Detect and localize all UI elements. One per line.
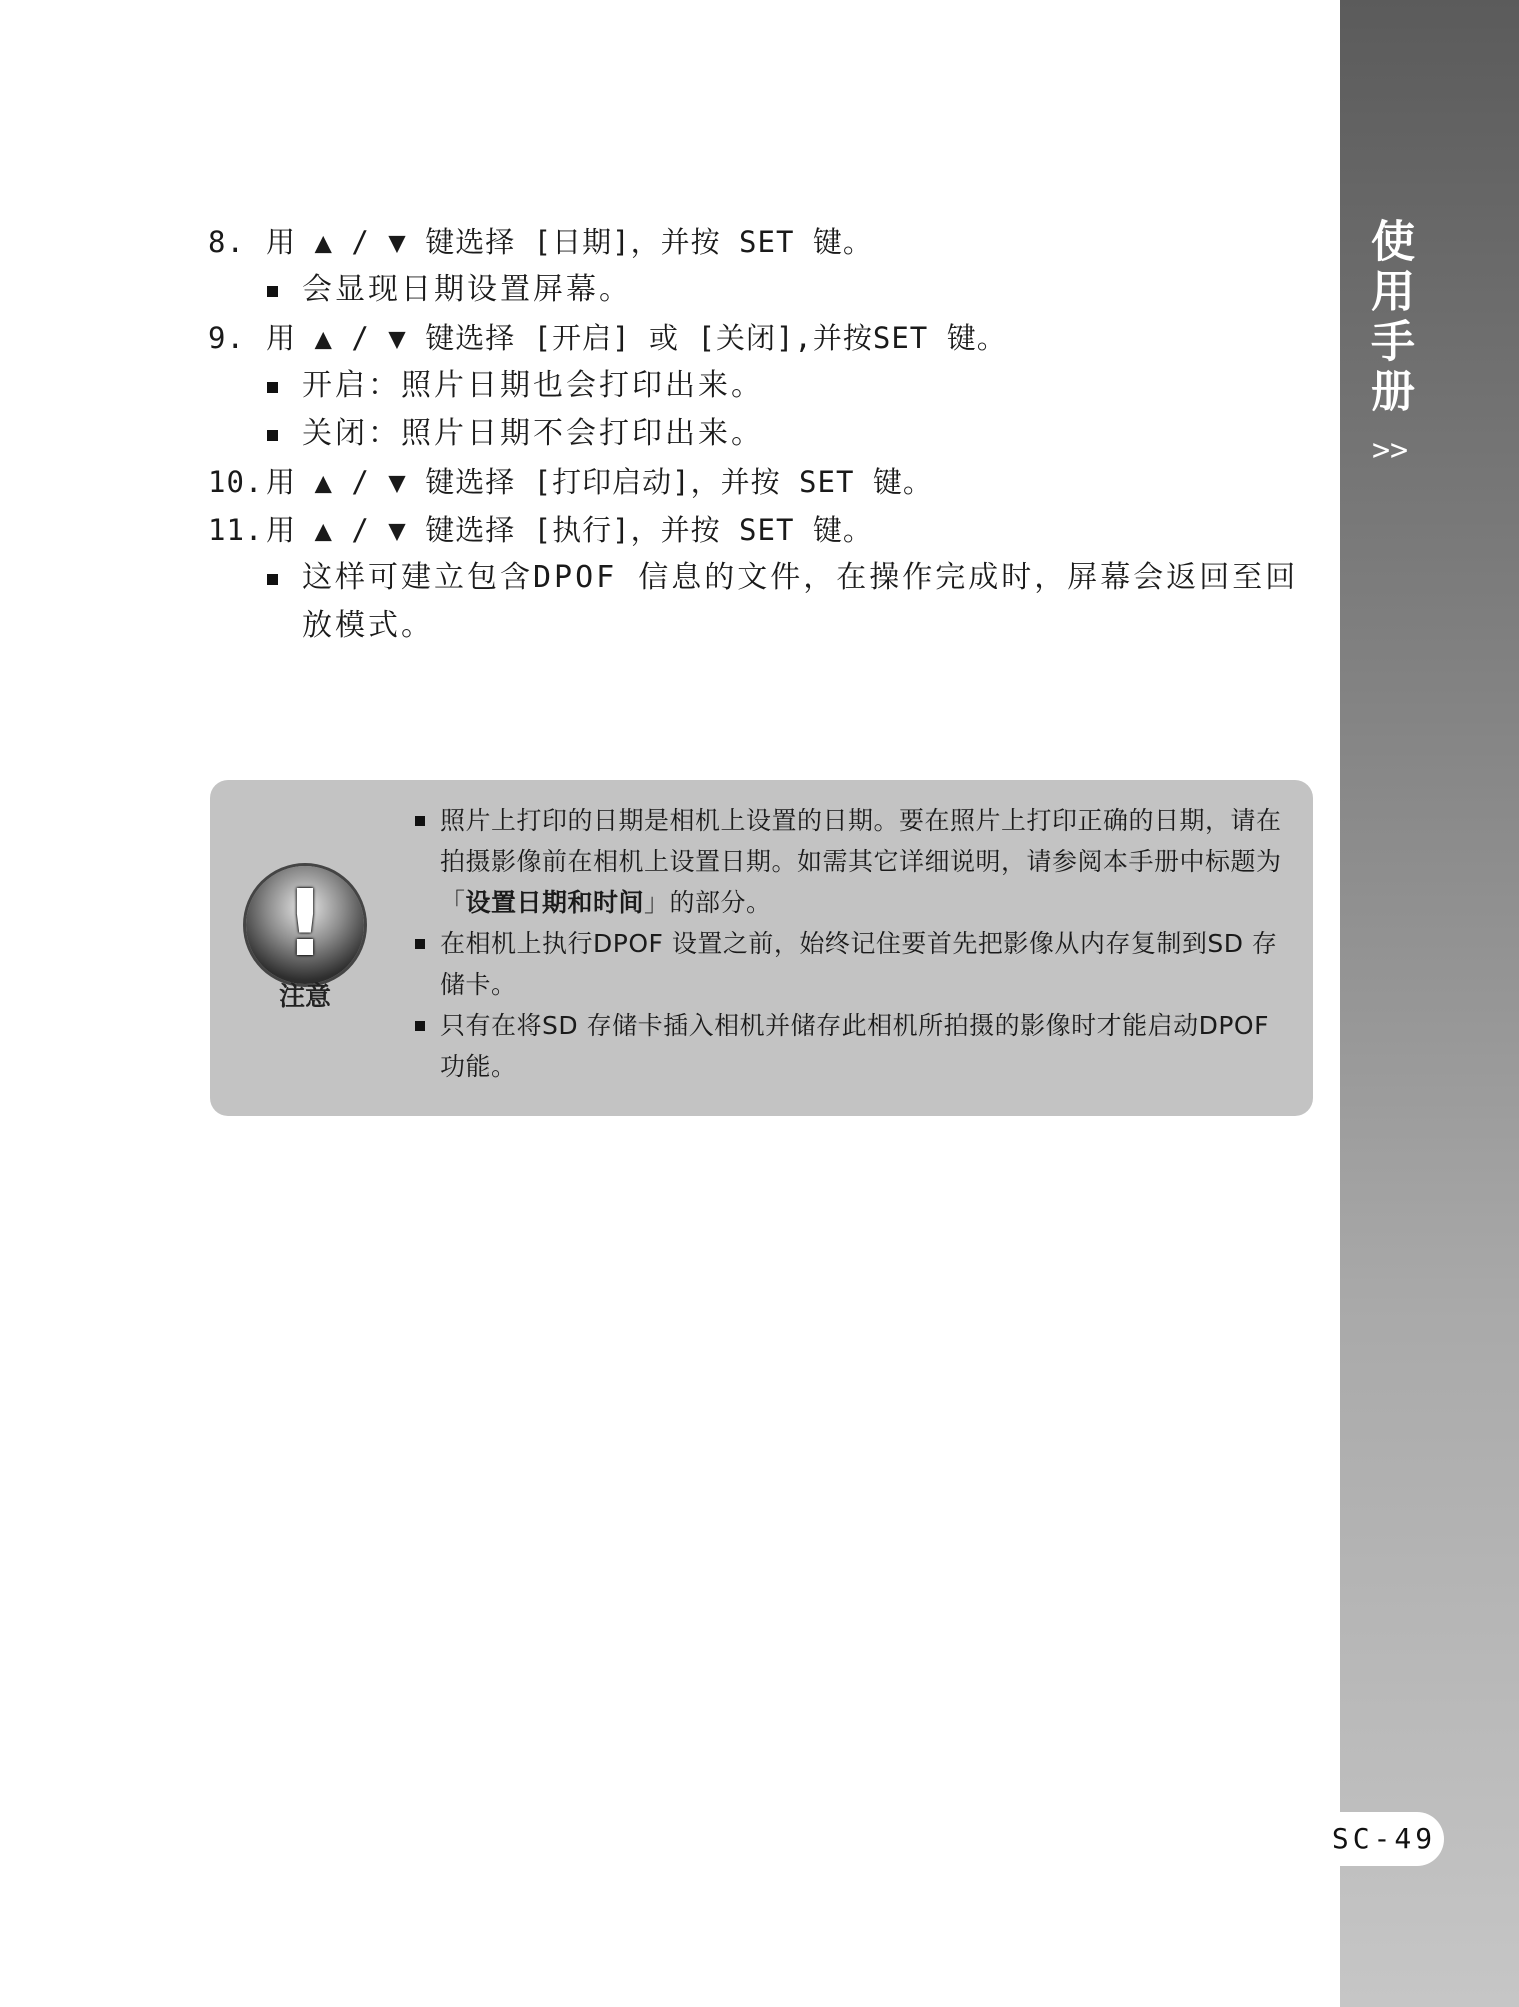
sidebar-title: 使用手册 [1363,218,1414,418]
page-number: SC-49 [1324,1812,1444,1866]
chevron-right-icon: >> [1371,433,1409,468]
step-9 [208,314,1323,362]
step-text: 用 ▲ / ▼ 键选择 [开启] 或 [关闭],并按SET 键。 [266,321,1007,355]
step-number: 9. [208,321,245,355]
step-text: 用 ▲ / ▼ 键选择 [日期]，并按 SET 键。 [266,225,873,259]
step-number: 10. [208,465,264,499]
step-number: 11. [208,513,264,547]
note-item: 在相机上执行DPOF 设置之前，始终记住要首先把影像从内存复制到SD 存储卡。 [412,923,1292,1005]
note-list [412,800,1292,1087]
step-note: 开启：照片日期也会打印出来。 [208,362,1323,410]
warning-icon: ! [246,866,364,984]
step-8 [208,218,1323,266]
note-box [210,780,1313,1116]
instruction-steps [208,218,1323,650]
step-text: 用 ▲ / ▼ 键选择 [执行]，并按 SET 键。 [266,513,873,547]
step-note: 这样可建立包含DPOF 信息的文件，在操作完成时，屏幕会返回至回放模式。 [208,554,1322,650]
step-number: 8. [208,225,245,259]
note-item: 只有在将SD 存储卡插入相机并储存此相机所拍摄的影像时才能启动DPOF 功能。 [412,1005,1292,1087]
step-note: 关闭：照片日期不会打印出来。 [208,410,1323,458]
step-11 [208,506,1323,554]
note-label: 注意 [278,982,331,1012]
step-text: 用 ▲ / ▼ 键选择 [打印启动]，并按 SET 键。 [266,465,933,499]
note-item: 照片上打印的日期是相机上设置的日期。要在照片上打印正确的日期，请在拍摄影像前在相机上设置日期。如需其它详细说明，请参阅本手册中标题为「设置日期和时间」的部分。 [412,800,1292,923]
note-emphasis: 设置日期和时间 [465,888,645,917]
step-note: 会显现日期设置屏幕。 [208,266,1323,314]
step-10 [208,458,1323,506]
